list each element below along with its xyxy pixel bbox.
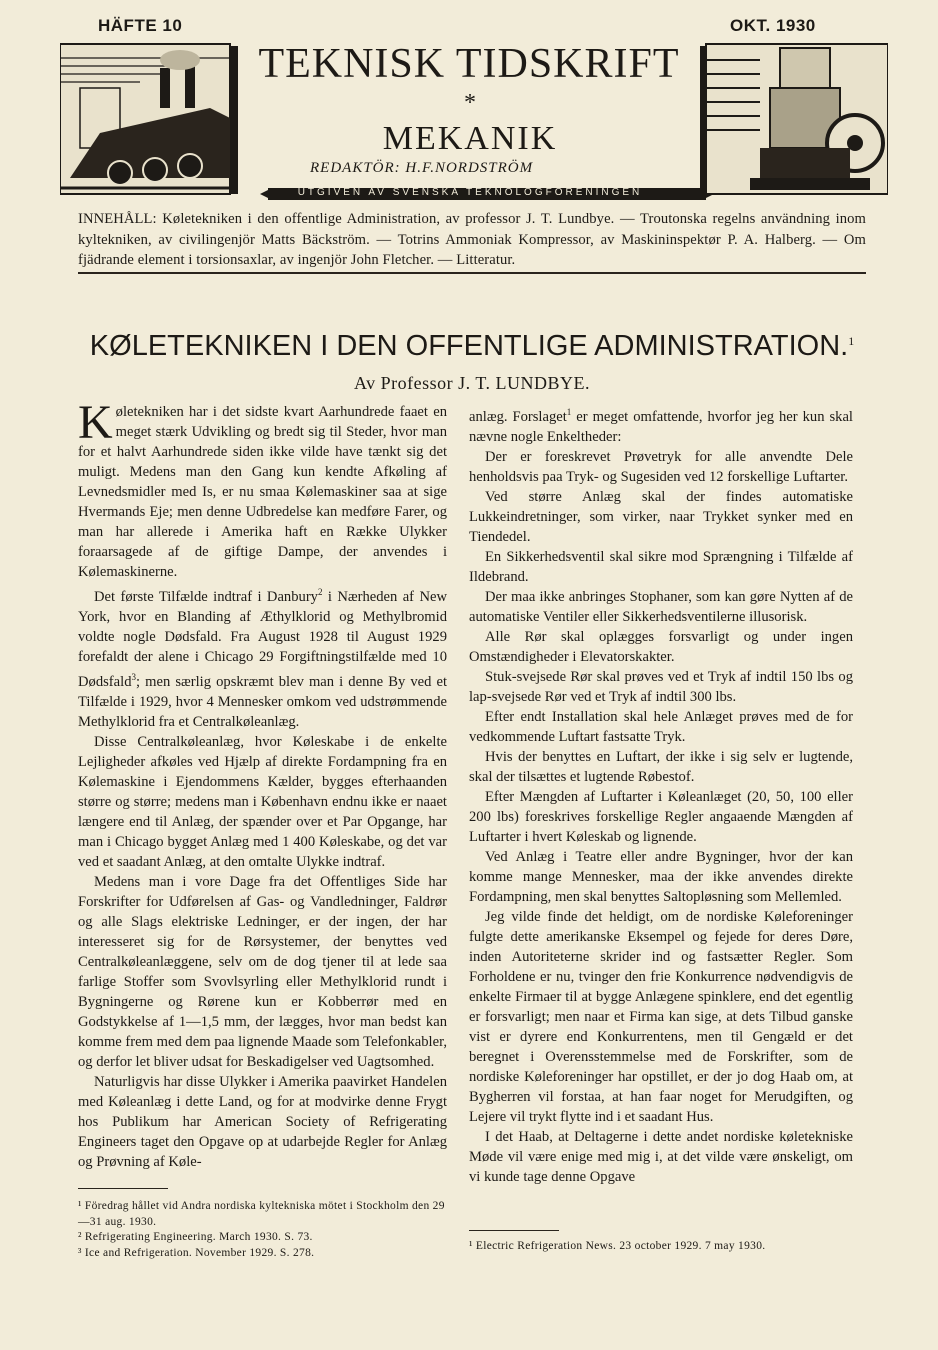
article-column-right — [469, 402, 853, 1187]
paragraph: Efter endt Installation skal hele Anlæget prøves med de for vedkommende Luftart fastsatte Tryk. — [469, 708, 853, 745]
paragraph: Naturligvis har disse Ulykker i Amerika paavirket Handelen med Køleanlæg i dette Land, og for at modvirke denne Frygt hos Publikum har American Society of Refrigerating Engineers taget den Opgave op at udarbejde Regler for Anlæg og Prøvning af Køle- — [78, 1073, 447, 1170]
paragraph: Medens man i vore Dage fra det Offentliges Side har Forskrifter for Udførelsen af Gas- og Vandledninger, Faldrør og alle Slags elektriske Ledninger, er der ingen, der har interesseret sig for de Rørsystemer, der benyttes ved Centralkøleanlæggene, selv om de dog tjener til at lede saa farlige Stoffer som Svovlsyrling eller Methylklorid rundt i Bygningerne og Rørene kun er Kobberrør med en Godstykkelse af 1—1,5 mm, der lægges, hvor man bedst kan komme frem med dem paa lignende Maade som Telefonkabler, og derfor let bliver udsat for Beskadigelser ved Uagtsomhed. — [78, 873, 447, 1070]
footnote-ref: 3 — [131, 671, 137, 682]
paragraph: Alle Rør skal oplægges forsvarligt og under ingen Omstændigheder i Elevatorskakter. — [469, 628, 853, 665]
footnote: ³ Ice and Refrigeration. November 1929. S. 278. — [78, 1246, 315, 1259]
article-title-footnote-ref: 1 — [848, 334, 855, 348]
drop-cap: K — [78, 396, 113, 449]
article-title-text: KØLETEKNIKEN I DEN OFFENTLIGE ADMINISTRATION. — [89, 330, 849, 362]
article-author: Av Professor J. T. LUNDBYE. — [354, 373, 590, 393]
paragraph-text: øletekniken har i det sidste kvart Aarhundrede faaet en meget stærk Udvikling og bredt sig til Steder, hvor man for et halvt Aarhundrede siden ikke vilde have tænkt sig det muligt. Medens man den Gang kun kendte Afkøling af Levnedsmidler med Is, er nu smaa Kølemaskiner saa at sige Hvermands Eje; men denne Udbredelse kan medføre Farer, og man har allerede i Amerika haft en Række Ulykker foraarsagede af de giftige Dampe, der anvendes i Kølemaskinerne. — [78, 404, 447, 580]
paragraph-text: anlæg. Forslaget — [469, 408, 567, 425]
paragraph: Stuk-svejsede Rør skal prøves ved et Tryk af indtil 150 lbs og lap-svejsede Rør ved et Tryk af indtil 300 lbs. — [469, 668, 853, 705]
footnote: ¹ Föredrag hållet vid Andra nordiska kyltekniska mötet i Stockholm den 29—31 aug. 1930. — [78, 1200, 445, 1228]
section-title: MEKANIK — [382, 120, 558, 157]
paragraph — [469, 402, 853, 447]
footnote: ² Refrigerating Engineering. March 1930. S. 73. — [78, 1231, 313, 1243]
paragraph-text: ; men særlig opskræmt blev man i denne By ved et Tilfælde i 1929, hvor 4 Mennesker omkom ved udstrømmende Methylklorid fra et Centralkøleanlæg. — [78, 673, 447, 730]
footnotes-left — [78, 1199, 447, 1261]
paragraph: Ved Anlæg i Teatre eller andre Bygninger, hvor der kan komme mange Mennesker, maa der ikke anvendes direkte Fordampning, men skal benyttes Saltopløsning som Mellemled. — [469, 848, 853, 905]
title-asterisk: * — [464, 90, 476, 116]
paragraph: I det Haab, at Deltagerne i dette andet nordiske køletekniske Møde vil være enige med mig i, at det vilde være ønskeligt, om vi kunde tage denne Opgave — [469, 1128, 853, 1185]
table-of-contents: INNEHÅLL: Køletekniken i den offentlige Administration, av professor J. T. Lundbye. — Troutonska regelns användning inom kyltekniken, av civilingenjör Matts Bäckström. — Totrins Ammoniak Kompressor, av Maskininspektør P. A. Halberg. — Om fjädrande element i torsionsaxlar, av ingenjör John Fletcher. — Litteratur. — [78, 211, 866, 268]
footnote-divider — [78, 1188, 168, 1189]
paragraph-text: i Nærheden af New York, hvor en Blanding af Æthylklorid og Methylbromid voldte nogle Dødsfald. Fra August 1928 til August 1929 forefaldt der alene i Chicago 29 Forgiftningstilfælde med 10 Dødsfald — [78, 588, 447, 690]
editor-line: REDAKTÖR: H.F.NORDSTRÖM — [310, 160, 534, 176]
footnote-ref: 2 — [317, 587, 323, 597]
paragraph — [78, 396, 447, 582]
paragraph: En Sikkerhedsventil skal sikre mod Sprængning i Tilfælde af Ildebrand. — [469, 548, 853, 585]
paragraph: Der maa ikke anbringes Stophaner, som kan gøre Nytten af de automatiske Ventiler eller Sikkerhedsventilerne illusorisk. — [469, 588, 853, 625]
issue-number: HÄFTE 10 — [98, 16, 183, 35]
paragraph: Der er foreskrevet Prøvetryk for alle anvendte Dele henholdsvis paa Tryk- og Sugesiden ved 12 forskellige Luftarter. — [469, 448, 853, 485]
paragraph: Hvis der benyttes en Luftart, der ikke i sig selv er lugtende, skal der tilsættes et lugtende Røbestof. — [469, 748, 853, 785]
paragraph: Ved større Anlæg skal der findes automatiske Lukkeindretninger, som virker, naar Trykket synker med en Tiendedel. — [469, 488, 853, 545]
article-column-left — [78, 396, 447, 1172]
paragraph-text: er meget omfattende, hvorfor jeg her kun skal nævne nogle Enkeltheder: — [469, 408, 853, 445]
paragraph: Disse Centralkøleanlæg, hvor Køleskabe i de enkelte Lejligheder afkøles ved Hjælp af direkte Fordampning fra en Kølemaskine i Ejendommens Kælder, bygges efterhaanden større og større; medens man i København endnu ikke er naaet længere end til Anlæg, der spænder over et Par Opgange, har man i Chicago bygget Anlæg med 1 400 Køleskabe, og det var ved et saadant Anlæg, at den omtalte Ulykke indtraf. — [78, 733, 447, 870]
article-title — [78, 330, 866, 363]
issue-date: OKT. 1930 — [730, 16, 816, 35]
paragraph: Jeg vilde finde det heldigt, om de nordiske Køleforeninger fulgte dette amerikanske Eksempel og fejede for deres Døre, inden Autoriteterne skrider ind og fastsætter Regler. Som Forholdene er nu, tvinger den frie Konkurrence nødvendigvis de enkelte Firmaer til at bygge Anlægene spinklere, end det egentlig er forsvarligt; men naar et Firma kan sige, at dets Tilbud ganske vist er dyrere end Konkurrentens, men til Gengæld er det beregnet i Overensstemmelse med de Forskrifter, som de nordiske Køleforeninger har opstillet, er der jo dog Haab om, at Bygherren vil forstaa, at han faar noget for Merudgiften, og Lejere vil trykt flytte ind i et saadant Hus. — [469, 908, 853, 1125]
paragraph — [78, 582, 447, 732]
paragraph-text: Det første Tilfælde indtraf i Danbury — [94, 588, 318, 605]
contents-divider — [78, 272, 866, 274]
journal-title: TEKNISK TIDSKRIFT — [258, 41, 680, 87]
footnote: ¹ Electric Refrigeration News. 23 october 1929. 7 may 1930. — [469, 1240, 766, 1252]
publisher-banner: UTGIVEN AV SVENSKA TEKNOLOGFÖRENINGEN — [297, 187, 643, 198]
footnote-divider — [469, 1230, 559, 1231]
footnotes-right — [469, 1239, 853, 1255]
footnote-ref: 1 — [566, 407, 572, 417]
paragraph: Efter Mængden af Luftarter i Køleanlæget (20, 50, 100 eller 200 lbs) foreskrives forskellige Regler angaaende Mængden af Luftarter i hvert Køleskab og lignende. — [469, 788, 853, 845]
